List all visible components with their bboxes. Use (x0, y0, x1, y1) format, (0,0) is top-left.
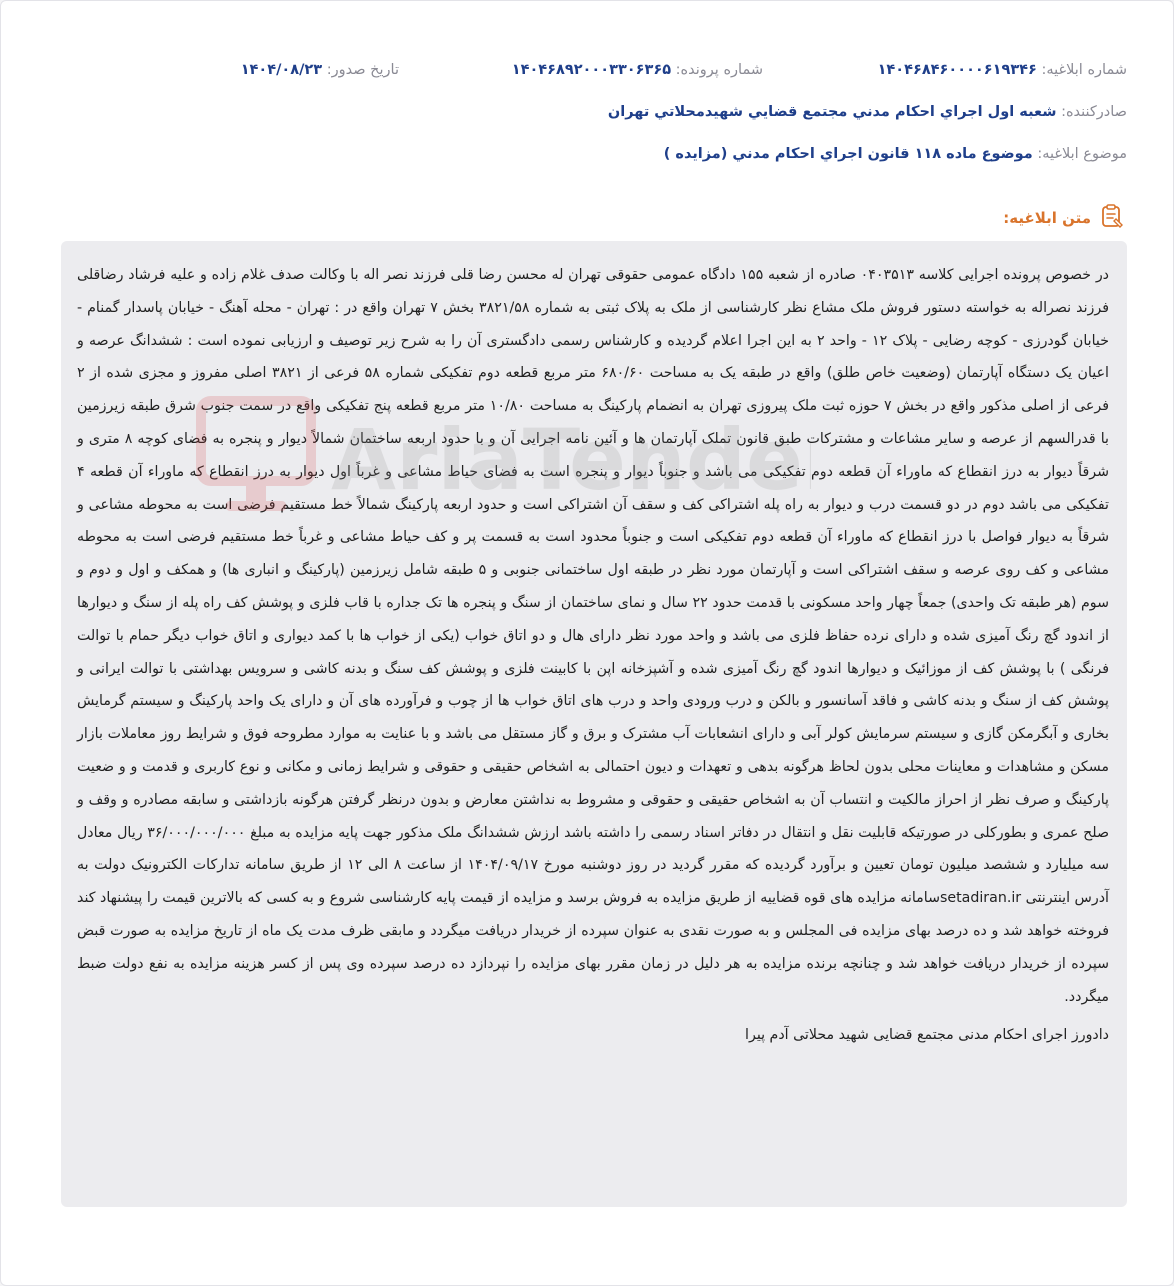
header-row-numbers (47, 59, 1127, 83)
issue-date-field (241, 59, 399, 81)
notice-text-heading (1003, 203, 1125, 233)
subject-label: موضوع ابلاغیه: (1037, 146, 1127, 162)
case-number-label: شماره پرونده: (675, 62, 763, 78)
issuer-value: شعبه اول اجراي احكام مدني مجتمع قضايي شهيدمحلاتي تهران (607, 104, 1057, 120)
issue-date-value: ۱۴۰۴/۰۸/۲۳ (240, 62, 323, 78)
subject-value: موضوع ماده ۱۱۸ قانون اجراي احكام مدني (مزايده ) (663, 146, 1033, 162)
notice-text-title: متن ابلاغیه: (1003, 209, 1091, 227)
notice-text-box (61, 241, 1127, 1207)
notice-signature: دادورز اجرای احکام مدنی مجتمع قضایی شهید محلاتی آدم پیرا (745, 1027, 1109, 1044)
notice-number-field (878, 59, 1127, 81)
document-list-icon (1099, 203, 1125, 233)
notice-body-text: در خصوص پرونده اجرایی کلاسه ۰۴۰۳۵۱۳ صادره از شعبه ۱۵۵ دادگاه عمومی حقوقی تهران له محسن رضا قلی فرزند نصر اله با وکالت صدف غلام زاده و علیه فرشاد رضاقلی فرزند نصراله به خواسته دستور فروش ملک مشاع نظر کارشناسی از ملک به پلاک ثبتی به شماره ۳۸۲۱/۵۸ بخش ۷ تهران واقع در : تهران - محله آهنگ - خیابان پاسدار گمنام - خیابان گودرزی - کوچه رضایی - پلاک ۱۲ - واحد ۲ به این اجرا اعلام گردیده و کارشناس رسمی دادگستری آن را به شرح زیر توصیف و ارزیابی نموده است : ششدانگ عرصه و اعیان یک دستگاه آپارتمان (وضعیت خاص طلق) واقع در طبقه یک به مساحت ۶۸۰/۶۰ متر مربع قطعه دوم تفکیکی شماره ۵۸ فرعی از ۳۸۲۱ اصلی مفروز و مجزی شده از ۲ فرعی از اصلی مذکور واقع در بخش ۷ حوزه ثبت ملک پیروزی تهران به انضمام پارکینگ به مساحت ۱۰/۸۰ متر مربع قطعه پنج تفکیکی واقع در سمت جنوب شرق طبقه زیرزمین با قدرالسهم از عرصه و سایر مشاعات و مشترکات طبق قانون تملک آپارتمان ها و آئین نامه اجرایی آن و با حدود اربعه ساختمان شمالاً دیوار و پنجره به فضای کوچه ۸ متری و شرقاً دیوار به درز انقطاع که ماوراء آن قطعه دوم تفکیکی می باشد و جنوباً دیوار و پنجره است به فضای حیاط مشاعی و غرباً اول دیوار به درز انقطاع که ماوراء آن قطعه ۴ تفکیکی می باشد دوم در دو قسمت درب و دیوار به راه پله اشتراکی کف و سقف آن اشتراکی است و حدود اربعه پارکینگ شمالاً خط مستقیم فرضی است به محوطه مشاعی و شرقاً به دیوار فواصل با درز انقطاع که ماوراء آن قطعه دوم تفکیکی است و جنوباً محدود است به قسمت پر و کف حیاط مشاعی و غرباً خط مستقیم فرضی است به محوطه مشاعی و کف روی عرصه و سقف اشتراکی است و آپارتمان مورد نظر در طبقه اول ساختمانی جنوبی و ۵ طبقه شامل زیرزمین (پارکینگ و انباری ها) و همکف و اول و دوم و سوم (هر طبقه تک واحدی) جمعاً چهار واحد مسکونی با قدمت حدود ۲۲ سال و نمای ساختمان از سنگ و پنجره ها تک جداره با قاب فلزی و پوشش کف راه پله از سنگ و دیوارها از اندود گچ رنگ آمیزی شده و دارای نرده حفاظ فلزی می باشد و واحد مورد نظر دارای هال و دو اتاق خواب (یکی از خواب ها با کمد دیواری و اتاق خواب دیگر حمام با توالت فرنگی ) با پوشش کف از موزائیک و دیوارها اندود گچ رنگ آمیزی شده و آشپزخانه اپن با کابینت فلزی و پوشش کف سنگ و بدنه کاشی و سرویس بهداشتی با توالت ایرانی و پوشش کف از سنگ و بدنه کاشی و فاقد آسانسور و بالکن و درب ورودی واحد و درب های اتاق خواب ها از چوب و فرآورده های آن و دارای یک واحد پارکینگ و سیستم گرمایش بخاری و آبگرمکن گازی و سیستم سرمایش کولر آبی و دارای انشعابات آب مشترک و برق و گاز مستقل می باشد و با عنایت به موارد مطروحه فوق و شرایط روز معاملات بازار مسکن و مشاهدات و معاینات محلی بدون لحاظ هرگونه بدهی و تعهدات و دیون احتمالی به اشخاص حقیقی و حقوقی و شرایط زمانی و مکانی و نوع کاربری و قدمت و و ضعیت پارکینگ و صرف نظر از احراز مالکیت و انتساب آن به اشخاص حقیقی و حقوقی و مشروط به نداشتن معارض و بدون درنظر گرفتن هرگونه بازداشتی و سابقه مصادره و وقف و صلح عمری و بطورکلی در صورتیکه قابلیت نقل و انتقال در دفاتر اسناد رسمی را داشته باشد ارزش ششدانگ ملک مذکور جهت پایه مزایده به مبلغ ۳۶/۰۰۰/۰۰۰/۰۰۰ ریال معادل سه میلیارد و ششصد میلیون تومان تعیین و برآورد گردیده که مقرر گردید در روز دوشنبه مورخ ۱۴۰۴/۰۹/۱۷ از ساعت ۸ الی ۱۲ از طریق سامانه تدارکات الکترونیک دولت به آدرس اینترنتی setadiran.irسامانه مزایده های قوه قضاییه از طریق مزایده به فروش برسد و مزایده از قیمت پایه کارشناسی شروع و به کسی که بالاترین قیمت را پیشنهاد کند فروخته خواهد شد و ده درصد بهای مزایده فی المجلس و به صورت نقدی به عنوان سپرده از خریدار دریافت میگردد و مابقی ظرف مدت یک ماه از تاریخ مزایده به صورت قبض سپرده از خریدار دریافت خواهد شد و چنانچه برنده مزایده به هر دلیل در زمان مقرر بهای مزایده را نپردازد ده درصد سپرده وی پس از کسر هزینه مزایده به نفع دولت ضبط میگردد. (77, 267, 1110, 1005)
issuer-row (47, 101, 1127, 123)
issue-date-label: تاریخ صدور: (326, 62, 399, 78)
notice-number-value: ۱۴۰۴۶۸۴۶۰۰۰۰۶۱۹۳۴۶ (877, 62, 1037, 78)
notice-number-label: شماره ابلاغیه: (1041, 62, 1127, 78)
subject-row (47, 143, 1127, 165)
case-number-field (512, 59, 763, 81)
issuer-label: صادرکننده: (1061, 104, 1127, 120)
case-number-value: ۱۴۰۴۶۸۹۲۰۰۰۳۳۰۶۳۶۵ (511, 62, 672, 78)
